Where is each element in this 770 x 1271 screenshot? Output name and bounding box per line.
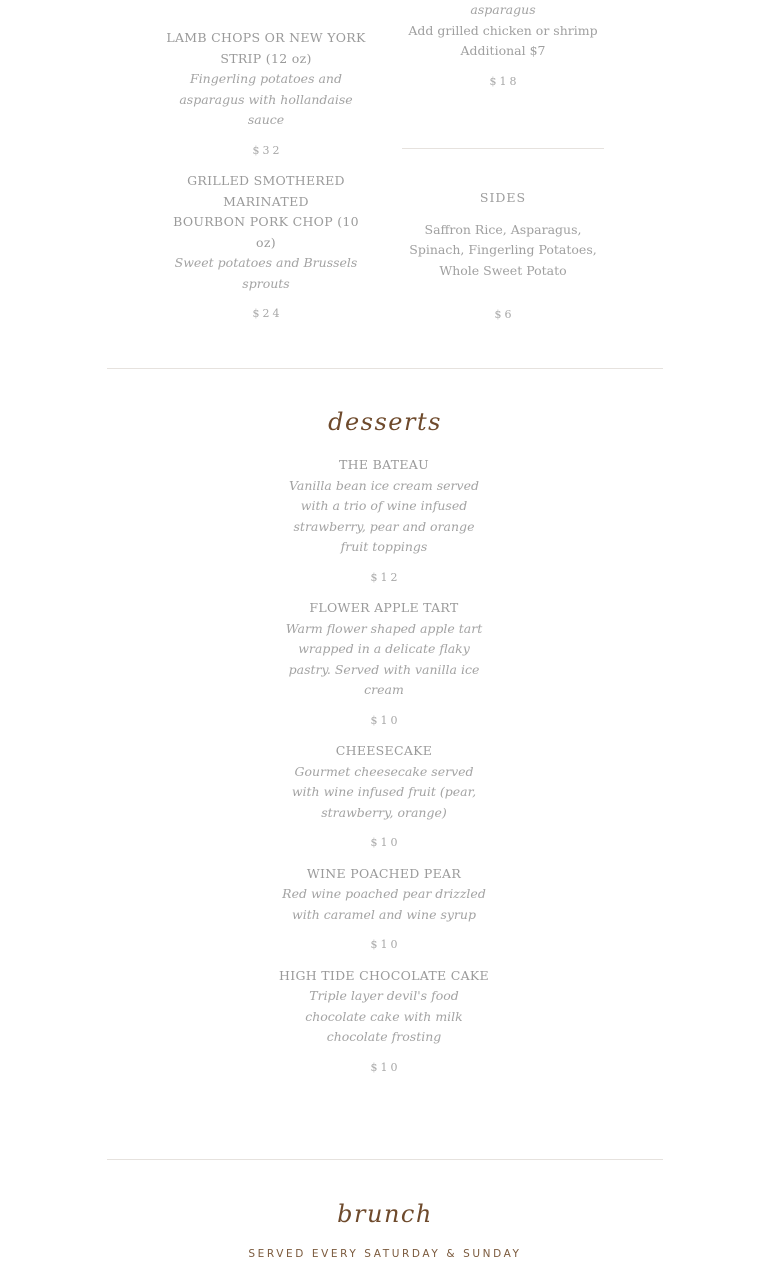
menu-item-high-tide-chocolate-cake	[279, 966, 489, 1079]
menu-item-price: $10	[370, 1060, 401, 1074]
menu-item-name-line: MARINATED	[223, 193, 309, 209]
menu-item-lamb-chops	[162, 28, 370, 161]
menu-item-price: $10	[370, 836, 401, 849]
menu-item-price: $12	[370, 570, 401, 584]
entrees-right-column	[398, 0, 608, 102]
menu-item-partial	[398, 0, 608, 92]
menu-item-name-line: GRILLED SMOTHERED	[187, 173, 345, 188]
menu-item-price: $10	[370, 938, 401, 951]
brunch-title: brunch	[337, 1200, 433, 1228]
menu-item-name: HIGH TIDE CHOCOLATE CAKE	[279, 967, 489, 983]
menu-item-name	[162, 28, 370, 69]
brunch-subtitle: SERVED EVERY SATURDAY & SUNDAY	[248, 1248, 522, 1260]
menu-item-cheesecake	[279, 741, 489, 854]
menu-item-price: $24	[252, 307, 283, 320]
menu-item-price: $10	[370, 713, 401, 727]
menu-item-name-line: BOURBON PORK CHOP	[173, 214, 333, 229]
section-divider	[107, 1159, 663, 1160]
menu-item-name: CHEESECAKE	[335, 743, 433, 758]
menu-item-description: Gourmet cheesecake served with wine infused fruit (pear, strawberry, orange)	[291, 763, 477, 820]
sides-price: $6	[494, 308, 515, 321]
menu-item-description: Fingerling potatoes and asparagus with hollandaise sauce	[179, 71, 353, 127]
column-divider	[402, 148, 604, 149]
menu-item-name-text: LAMB CHOPS OR NEW YORK STRIP	[166, 30, 366, 66]
sides-heading: SIDES	[479, 190, 527, 205]
menu-item-description: Sweet potatoes and Brussels sprouts	[174, 255, 358, 291]
menu-item-description-tail: asparagus	[470, 2, 536, 17]
menu-item-qualifier: (10 oz)	[256, 214, 359, 250]
menu-item-description: Warm flower shaped apple tart wrapped in a delicate flaky pastry. Served with vanilla ice cream	[285, 620, 483, 697]
menu-item-description: Vanilla bean ice cream served with a trio of wine infused strawberry, pear and orange fruit toppings	[289, 477, 479, 554]
menu-item-name: WINE POACHED PEAR	[306, 865, 462, 881]
menu-item-price: $18	[489, 74, 520, 88]
menu-item-description: Triple layer devil's food chocolate cake with milk chocolate frosting	[305, 988, 463, 1044]
menu-item-wine-poached-pear	[279, 864, 489, 956]
desserts-title: desserts	[328, 408, 442, 436]
sides-items: Saffron Rice, Asparagus, Spinach, Fingerling Potatoes, Whole Sweet Potato	[409, 221, 597, 278]
menu-item-flower-apple-tart	[279, 598, 489, 731]
menu-item-extra-line: Additional $7	[460, 43, 546, 58]
menu-item-the-bateau	[279, 455, 489, 588]
menu-item-pork-chop	[162, 171, 370, 325]
menu-item-description: Red wine poached pear drizzled with caramel and wine syrup	[282, 886, 486, 922]
desserts-list	[279, 455, 489, 1088]
menu-item-extra-line: Add grilled chicken or shrimp	[408, 22, 598, 38]
menu-item-name: FLOWER APPLE TART	[309, 600, 459, 615]
entrees-left-column	[162, 28, 370, 335]
menu-item-qualifier: (12 oz)	[265, 50, 312, 66]
sides-block	[398, 188, 608, 336]
menu-item-price: $32	[252, 143, 283, 157]
section-divider	[107, 368, 663, 369]
menu-item-name	[162, 171, 370, 253]
menu-item-name: THE BATEAU	[339, 457, 429, 472]
